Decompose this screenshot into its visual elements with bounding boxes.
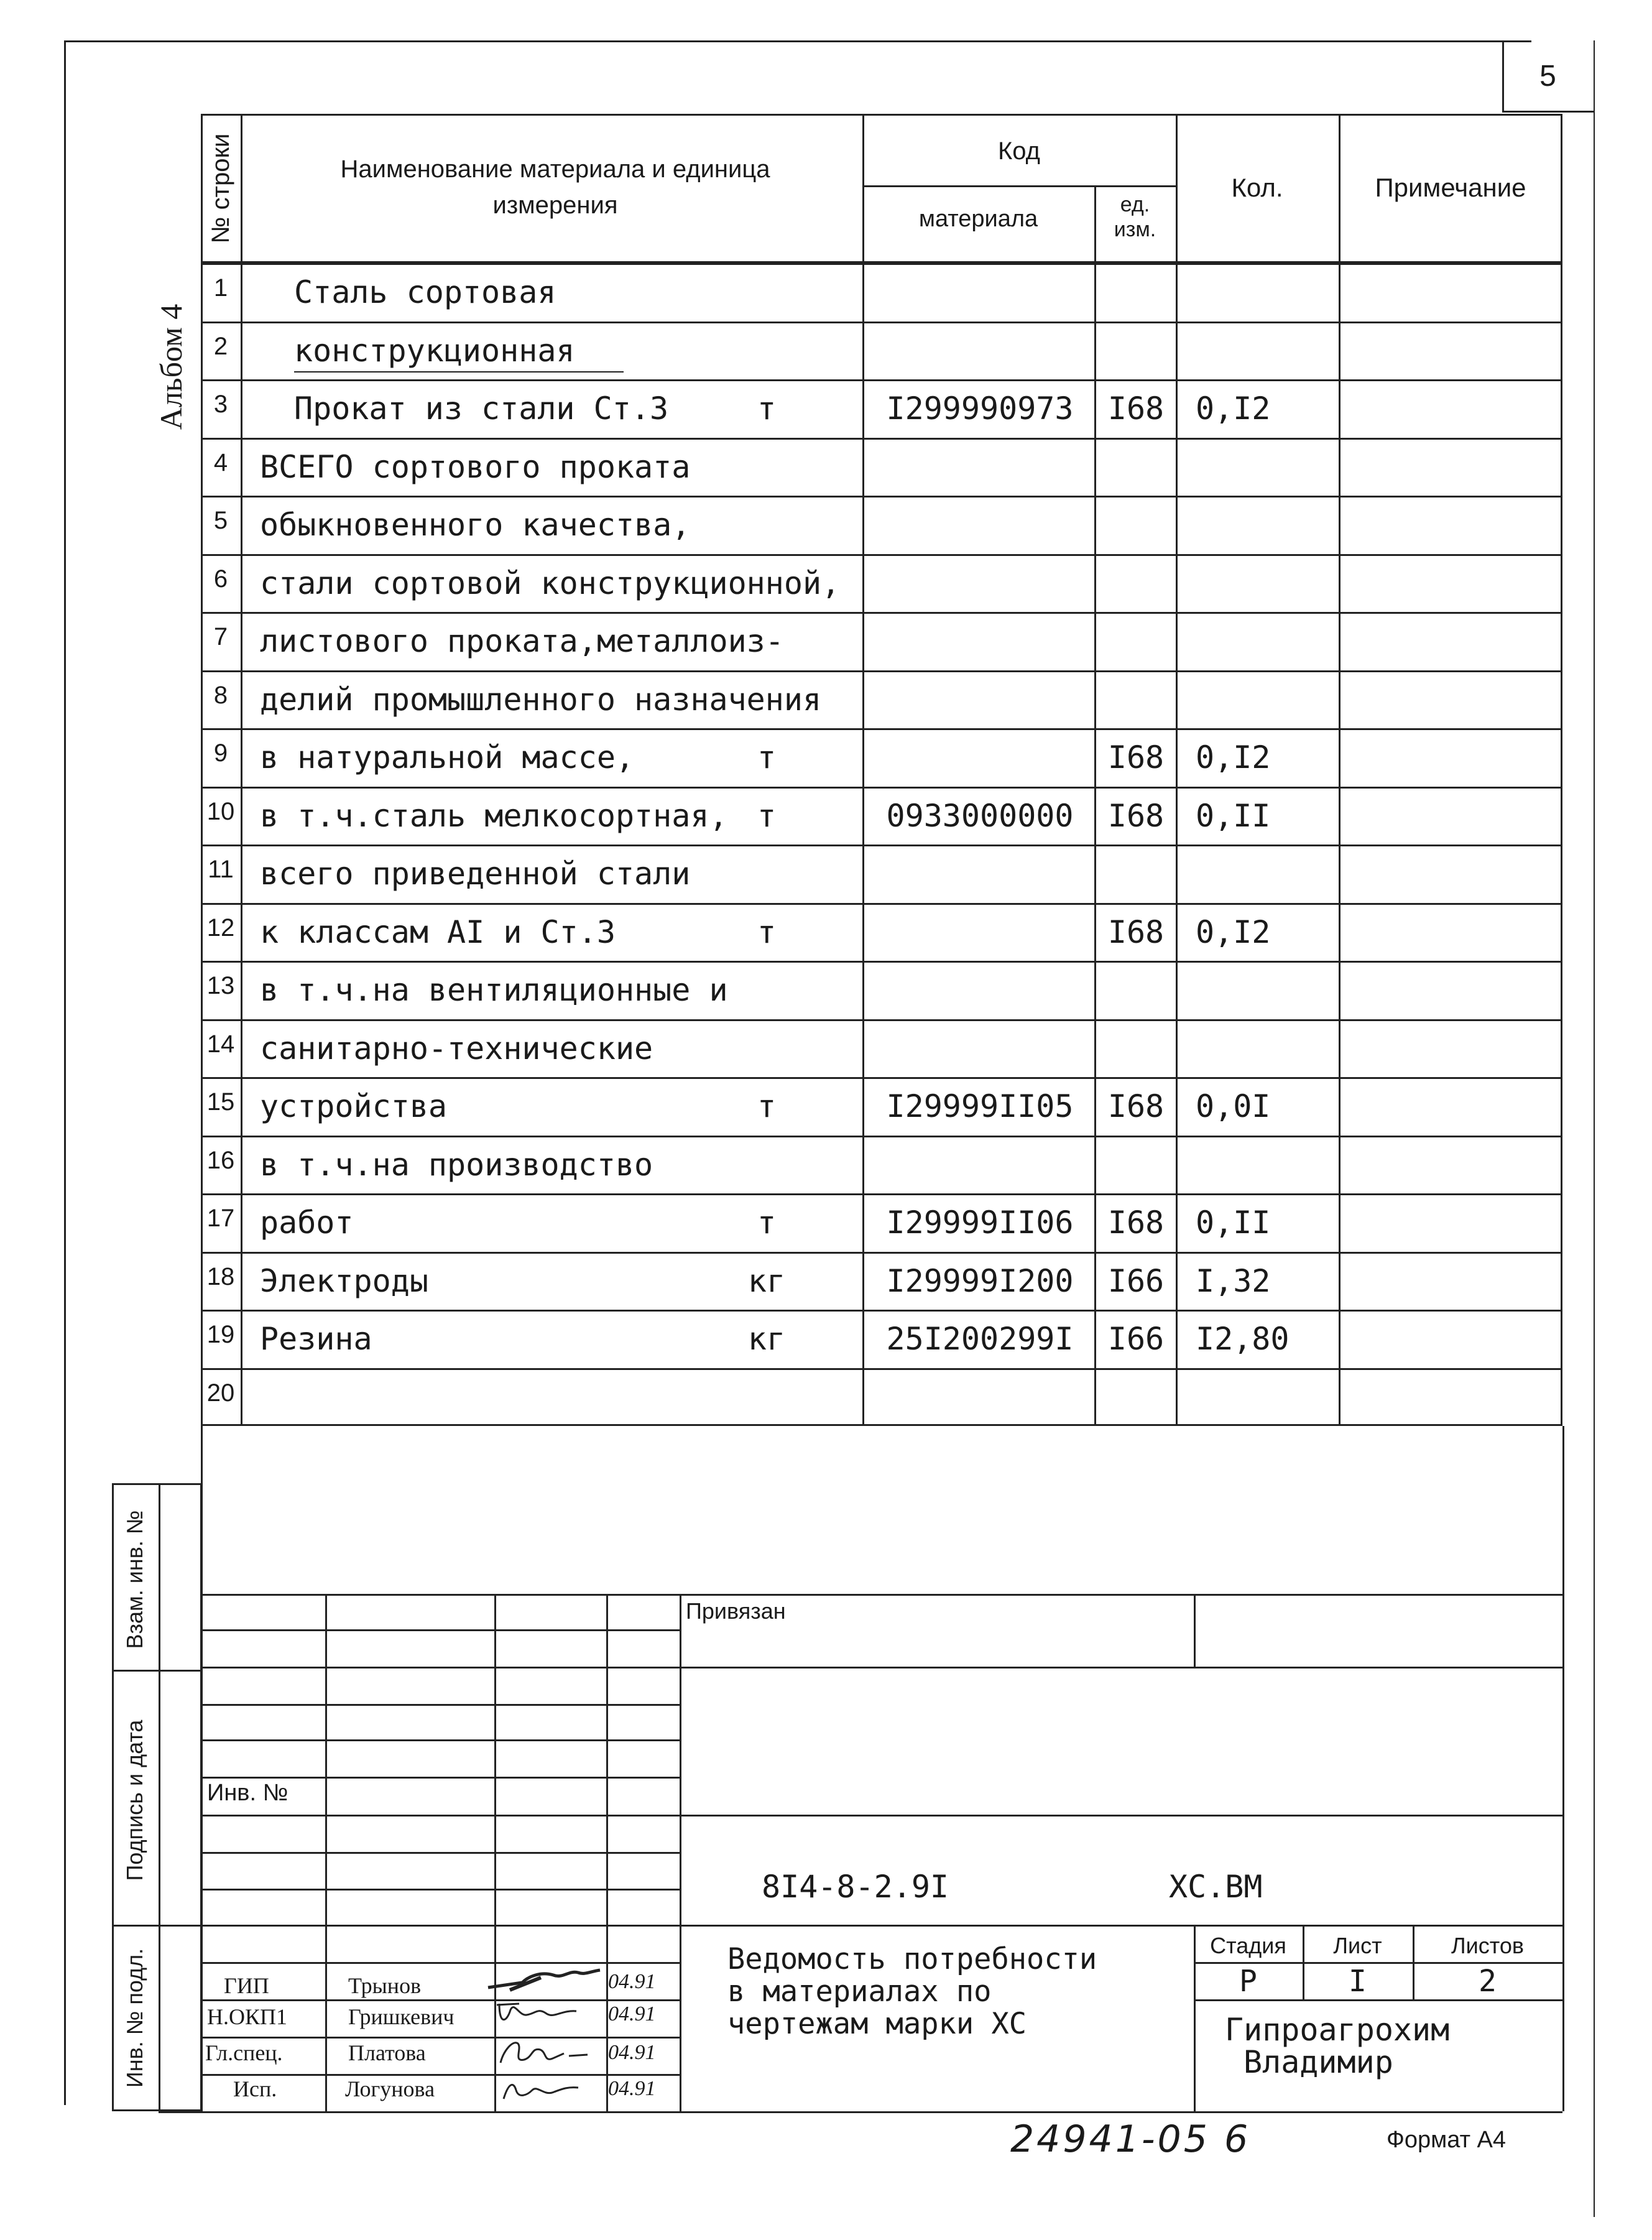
material-name: обыкновенного качества, bbox=[260, 507, 691, 543]
sheets-header: Листов bbox=[1451, 1933, 1524, 1958]
format-label: Формат А4 bbox=[1387, 2127, 1507, 2153]
header-code-material: материала bbox=[918, 206, 1038, 232]
album-label: Альбом 4 bbox=[154, 303, 188, 430]
unit-label: т bbox=[757, 739, 777, 775]
header-code: Код bbox=[997, 137, 1040, 165]
doc-title-line-2: в материалах по bbox=[727, 1974, 992, 2009]
row-separator bbox=[201, 496, 1562, 498]
row-number: 3 bbox=[213, 391, 228, 418]
sheet-header: Лист bbox=[1333, 1933, 1382, 1958]
row-separator bbox=[201, 1077, 1562, 1079]
row-number: 6 bbox=[213, 565, 228, 593]
sheet-value: I bbox=[1349, 1964, 1367, 1999]
grid-v4 bbox=[680, 1594, 681, 2111]
signer-role-2: Н.ОКП1 bbox=[207, 2004, 288, 2029]
unit-label: кг bbox=[747, 1262, 786, 1299]
material-code: 0933000000 bbox=[886, 797, 1074, 834]
header-qty: Кол. bbox=[1231, 173, 1283, 202]
doc-title-line-3: чертежам марки ХС bbox=[727, 2007, 1027, 2041]
unit-label: т bbox=[757, 391, 777, 427]
table-row bbox=[201, 1252, 1562, 1310]
signer-name-2: Гришкевич bbox=[348, 2004, 455, 2029]
table-row bbox=[201, 961, 1562, 1019]
signature-grishkevich bbox=[494, 1997, 581, 2029]
unit-code: I66 bbox=[1107, 1321, 1165, 1357]
stage-value: Р bbox=[1239, 1964, 1257, 1999]
doc-mark: ХС.ВМ bbox=[1169, 1869, 1263, 1905]
row-number: 19 bbox=[206, 1321, 235, 1348]
row-number: 20 bbox=[206, 1379, 235, 1407]
signature-platova bbox=[494, 2035, 600, 2069]
row-separator bbox=[201, 903, 1562, 905]
row-number: 4 bbox=[213, 448, 228, 476]
row-number: 14 bbox=[206, 1030, 235, 1058]
privyazan-label: Привязан bbox=[686, 1598, 786, 1624]
signature-logunova bbox=[497, 2074, 597, 2105]
row-separator bbox=[201, 1019, 1562, 1021]
material-name: ВСЕГО сортового проката bbox=[260, 448, 691, 485]
quantity: 0,I2 bbox=[1196, 391, 1271, 427]
grid-h1 bbox=[201, 1629, 680, 1631]
row-separator bbox=[201, 1368, 1562, 1370]
frame-right-lower bbox=[1562, 1426, 1564, 2111]
row-number: 2 bbox=[213, 332, 228, 360]
unit-code: I66 bbox=[1107, 1262, 1165, 1299]
quantity: 0,II bbox=[1196, 797, 1271, 834]
signer-role-1: ГИП bbox=[224, 1973, 269, 1998]
signer-role-3: Гл.спец. bbox=[205, 2040, 283, 2065]
material-name: работ bbox=[260, 1205, 354, 1241]
grid-h8 bbox=[201, 1889, 680, 1891]
signer-date-1: 04.91 bbox=[608, 1970, 656, 1993]
grid-h5 bbox=[201, 1777, 680, 1779]
unit-code: I68 bbox=[1107, 797, 1165, 834]
table-row bbox=[201, 670, 1562, 729]
unit-label: кг bbox=[747, 1321, 786, 1357]
grid-h11 bbox=[201, 1999, 680, 2001]
row-separator bbox=[201, 845, 1562, 846]
row-separator bbox=[201, 438, 1562, 440]
header-note: Примечание bbox=[1375, 173, 1526, 202]
table-row bbox=[201, 612, 1562, 670]
side-inv-podl: Инв. № подл. bbox=[122, 1948, 147, 2088]
grid-h3 bbox=[201, 1704, 680, 1706]
signer-date-2: 04.91 bbox=[608, 2002, 656, 2025]
signer-name-1: Трынов bbox=[348, 1973, 422, 1998]
unit-label: т bbox=[757, 797, 777, 834]
row-number: 5 bbox=[213, 507, 228, 534]
grid-h6 bbox=[201, 1815, 1562, 1817]
materials-table bbox=[201, 114, 1562, 1426]
signer-role-4: Исп. bbox=[233, 2076, 277, 2101]
material-code: I299990973 bbox=[886, 391, 1074, 427]
row-number: 1 bbox=[213, 274, 228, 302]
unit-label: т bbox=[757, 914, 777, 950]
table-row bbox=[201, 845, 1562, 903]
row-separator bbox=[201, 322, 1562, 323]
table-row bbox=[201, 903, 1562, 961]
row-number: 10 bbox=[206, 797, 235, 825]
table-row bbox=[201, 438, 1562, 496]
material-name: в т.ч.на производство bbox=[260, 1146, 653, 1183]
table-row bbox=[201, 554, 1562, 613]
table-row bbox=[201, 1368, 1562, 1427]
material-code: I29999II05 bbox=[886, 1088, 1074, 1124]
grid-h9 bbox=[201, 1925, 1562, 1927]
table-row bbox=[201, 1310, 1562, 1368]
row-separator bbox=[201, 1252, 1562, 1254]
header-code-unit: ед. изм. bbox=[1114, 193, 1156, 241]
outer-left-border bbox=[64, 40, 66, 2105]
table-row bbox=[201, 1193, 1562, 1252]
material-name: в т.ч.сталь мелкосортная, bbox=[260, 797, 728, 834]
grid-h4 bbox=[201, 1739, 680, 1741]
row-separator bbox=[201, 728, 1562, 730]
table-row bbox=[201, 263, 1562, 322]
unit-code: I68 bbox=[1107, 1088, 1165, 1124]
unit-label: т bbox=[757, 1088, 777, 1124]
row-number: 7 bbox=[213, 623, 228, 650]
row2-underline bbox=[294, 371, 624, 373]
material-code: 25I200299I bbox=[886, 1321, 1074, 1357]
material-name: листового проката,металлоиз- bbox=[260, 623, 784, 659]
signer-date-4: 04.91 bbox=[608, 2077, 656, 2100]
row-number: 15 bbox=[206, 1088, 235, 1116]
stamp-top bbox=[201, 1594, 1562, 1596]
org-name bbox=[1225, 2014, 1449, 2078]
row-separator bbox=[201, 379, 1562, 381]
grid-h10 bbox=[201, 1962, 680, 1964]
grid-h7 bbox=[201, 1852, 680, 1854]
side-podpis-data: Подпись и дата bbox=[122, 1719, 147, 1881]
org-line-2: Владимир bbox=[1244, 2044, 1393, 2080]
quantity: 0,I2 bbox=[1196, 739, 1271, 775]
stamp-left bbox=[201, 1426, 203, 2111]
code-sub-sep bbox=[862, 185, 1176, 187]
handwritten-code: 24941-05 6 bbox=[1010, 2117, 1251, 2161]
table-row bbox=[201, 728, 1562, 787]
stage-values-bottom bbox=[1194, 1999, 1562, 2001]
outer-top-border bbox=[64, 40, 1531, 42]
row-separator bbox=[201, 670, 1562, 672]
row-separator bbox=[201, 1310, 1562, 1312]
row-number: 13 bbox=[206, 972, 235, 999]
unit-code: I68 bbox=[1107, 914, 1165, 950]
header-row-no: № строки bbox=[207, 133, 234, 244]
row-number: 16 bbox=[206, 1146, 235, 1174]
grid-h12 bbox=[201, 2037, 680, 2039]
signer-name-3: Платова bbox=[348, 2040, 426, 2065]
row-number: 17 bbox=[206, 1205, 235, 1232]
org-line-1: Гипроагрохим bbox=[1225, 2012, 1450, 2048]
stage-header: Стадия bbox=[1210, 1933, 1286, 1958]
table-row bbox=[201, 787, 1562, 845]
row-separator bbox=[201, 1136, 1562, 1137]
material-name: делий промышленного назначения bbox=[260, 681, 822, 718]
row-separator bbox=[201, 612, 1562, 614]
inv-no-label: Инв. № bbox=[207, 1780, 288, 1806]
quantity: I2,80 bbox=[1196, 1321, 1290, 1357]
side-inner-line bbox=[159, 1483, 160, 2111]
grid-h2 bbox=[201, 1667, 1562, 1668]
material-name: в т.ч.на вентиляционные и bbox=[260, 972, 728, 1008]
quantity: 0,0I bbox=[1196, 1088, 1271, 1124]
row-number: 9 bbox=[213, 739, 228, 767]
outer-right-border bbox=[1594, 40, 1595, 2217]
material-name: санитарно-технические bbox=[260, 1030, 653, 1067]
row-number: 12 bbox=[206, 914, 235, 942]
header-name: Наименование материала и единица измерения bbox=[340, 155, 770, 219]
row-number: 11 bbox=[208, 856, 234, 883]
material-name: к классам AI и Ст.3 bbox=[260, 914, 616, 950]
material-name: стали сортовой конструкционной, bbox=[260, 565, 841, 601]
stamp-bottom bbox=[159, 2111, 1562, 2113]
table-row bbox=[201, 379, 1562, 438]
signature-trynov bbox=[485, 1964, 603, 1995]
material-name: Резина bbox=[260, 1321, 372, 1357]
unit-code: I68 bbox=[1107, 739, 1165, 775]
quantity: I,32 bbox=[1196, 1262, 1271, 1299]
material-name: всего приведенной стали bbox=[260, 856, 691, 892]
material-name: в натуральной массе, bbox=[260, 739, 635, 775]
unit-label: т bbox=[757, 1205, 777, 1241]
table-row bbox=[201, 1019, 1562, 1078]
material-name: Прокат из стали Ст.3 bbox=[294, 391, 669, 427]
doc-code: 8I4-8-2.9I bbox=[762, 1869, 949, 1905]
material-code: I29999I200 bbox=[886, 1262, 1074, 1299]
row-separator bbox=[201, 961, 1562, 963]
side-vzam-inv: Взам. инв. № bbox=[122, 1510, 147, 1649]
privyazan-sep bbox=[1194, 1594, 1196, 1667]
table-row bbox=[201, 1077, 1562, 1136]
material-name: Сталь сортовая bbox=[294, 274, 556, 310]
quantity: 0,II bbox=[1196, 1205, 1271, 1241]
row-separator bbox=[201, 1193, 1562, 1195]
material-code: I29999II06 bbox=[886, 1205, 1074, 1241]
material-name: устройства bbox=[260, 1088, 448, 1124]
doc-title-line-1: Ведомость потребности bbox=[727, 1942, 1097, 1976]
doc-title bbox=[727, 1943, 1097, 2040]
signer-name-4: Логунова bbox=[345, 2076, 435, 2101]
quantity: 0,I2 bbox=[1196, 914, 1271, 950]
sheets-value: 2 bbox=[1479, 1964, 1497, 1999]
signer-date-3: 04.91 bbox=[608, 2041, 656, 2064]
table-row bbox=[201, 496, 1562, 554]
page-number: 5 bbox=[1539, 60, 1556, 93]
row-number: 18 bbox=[206, 1262, 235, 1290]
material-name: Электроды bbox=[260, 1262, 428, 1299]
table-row bbox=[201, 1136, 1562, 1194]
material-name: конструкционная bbox=[294, 332, 575, 369]
unit-code: I68 bbox=[1107, 1205, 1165, 1241]
row-separator bbox=[201, 554, 1562, 556]
row-number: 8 bbox=[213, 681, 228, 709]
row-separator bbox=[201, 787, 1562, 789]
unit-code: I68 bbox=[1107, 391, 1165, 427]
